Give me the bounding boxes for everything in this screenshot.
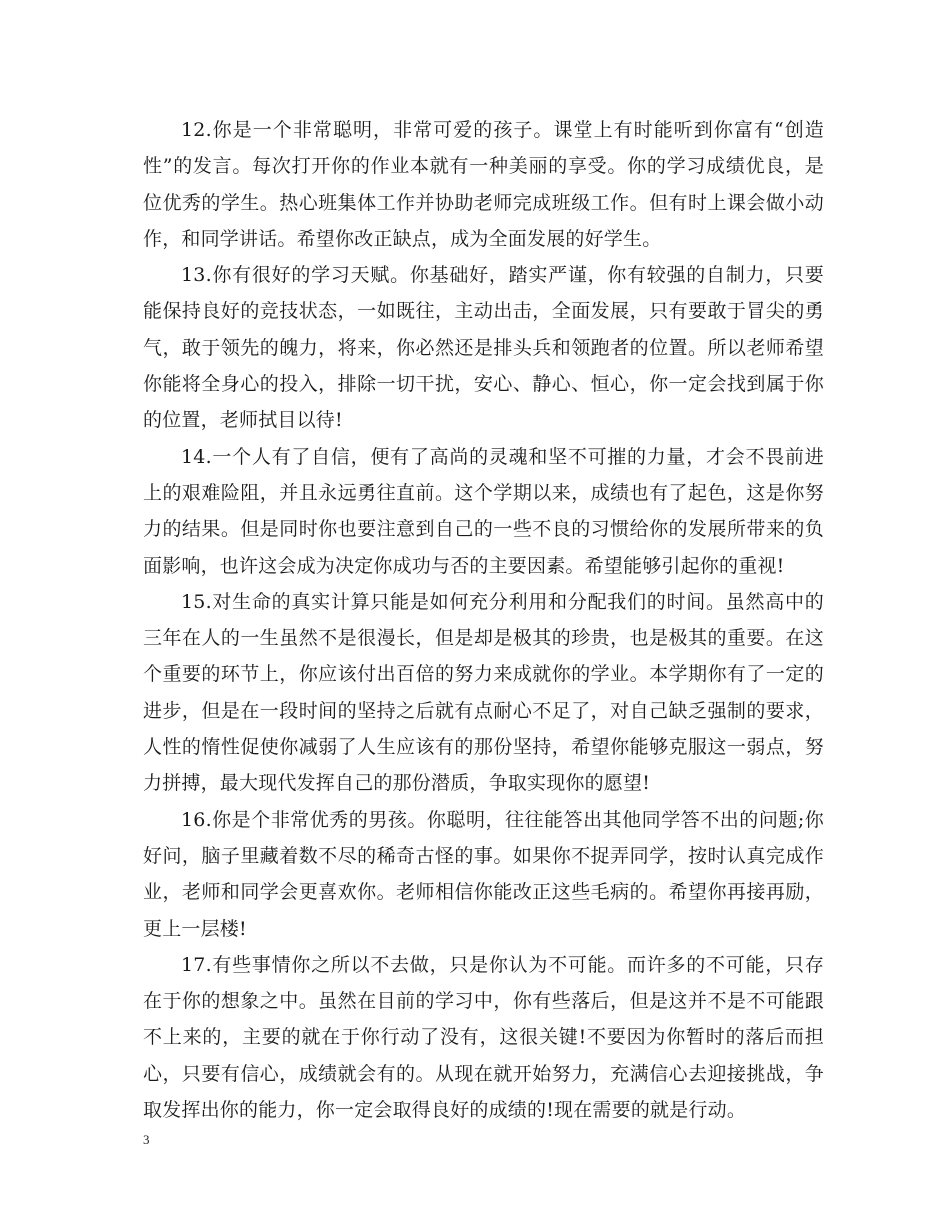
comment-paragraph-15: 15.对生命的真实计算只能是如何充分利用和分配我们的时间。虽然高中的三年在人的一生虽然不是很漫长，但是却是极其的珍贵，也是极其的重要。在这个重要的环节上，你应该付出百倍的努力来成就你的学业。本学期你有了一定的进步，但是在一段时间的坚持之后就有点耐心不足了，对自己缺乏强制的要求，人性的惰性促使你减弱了人生应该有的那份坚持，希望你能够克服这一弱点，努力拼搏，最大现代发挥自己的那份潜质，争取实现你的愿望! <box>143 590 824 795</box>
page-number: 3 <box>143 1132 150 1147</box>
comment-paragraph-13: 13.你有很好的学习天赋。你基础好，踏实严谨，你有较强的自制力，只要能保持良好的竞技状态，一如既往，主动出击，全面发展，只有要敢于冒尖的勇气，敢于领先的魄力，将来，你必然还是排头兵和领跑者的位置。所以老师希望你能将全身心的投入，排除一切干扰，安心、静心、恒心，你一定会找到属于你的位置，老师拭目以待! <box>143 264 824 432</box>
comment-paragraph-16: 16.你是个非常优秀的男孩。你聪明，往往能答出其他同学答不出的问题;你好问，脑子里藏着数不尽的稀奇古怪的事。如果你不捉弄同学，按时认真完成作业，老师和同学会更喜欢你。老师相信你能改正这些毛病的。希望你再接再励，更上一层楼! <box>143 808 824 940</box>
comment-paragraph-12: 12.你是一个非常聪明，非常可爱的孩子。课堂上有时能听到你富有“创造性”的发言。每次打开你的作业本就有一种美丽的享受。你的学习成绩优良，是位优秀的学生。热心班集体工作并协助老师完成班级工作。但有时上课会做小动作，和同学讲话。希望你改正缺点，成为全面发展的好学生。 <box>143 119 824 250</box>
document-body <box>143 112 824 1128</box>
comment-paragraph-17: 17.有些事情你之所以不去做，只是你认为不可能。而许多的不可能，只存在于你的想象之中。虽然在目前的学习中，你有些落后，但是这并不是不可能跟不上来的，主要的就在于你行动了没有，这很关键!不要因为你暂时的落后而担心，只要有信心，成绩就会有的。从现在就开始努力，充满信心去迎接挑战，争取发挥出你的能力，你一定会取得良好的成绩的!现在需要的就是行动。 <box>143 953 824 1122</box>
comment-paragraph-14: 14.一个人有了自信，便有了高尚的灵魂和坚不可摧的力量，才会不畏前进上的艰难险阻，并且永远勇往直前。这个学期以来，成绩也有了起色，这是你努力的结果。但是同时你也要注意到自己的一些不良的习惯给你的发展所带来的负面影响，也许这会成为决定你成功与否的主要因素。希望能够引起你的重视! <box>143 445 824 577</box>
